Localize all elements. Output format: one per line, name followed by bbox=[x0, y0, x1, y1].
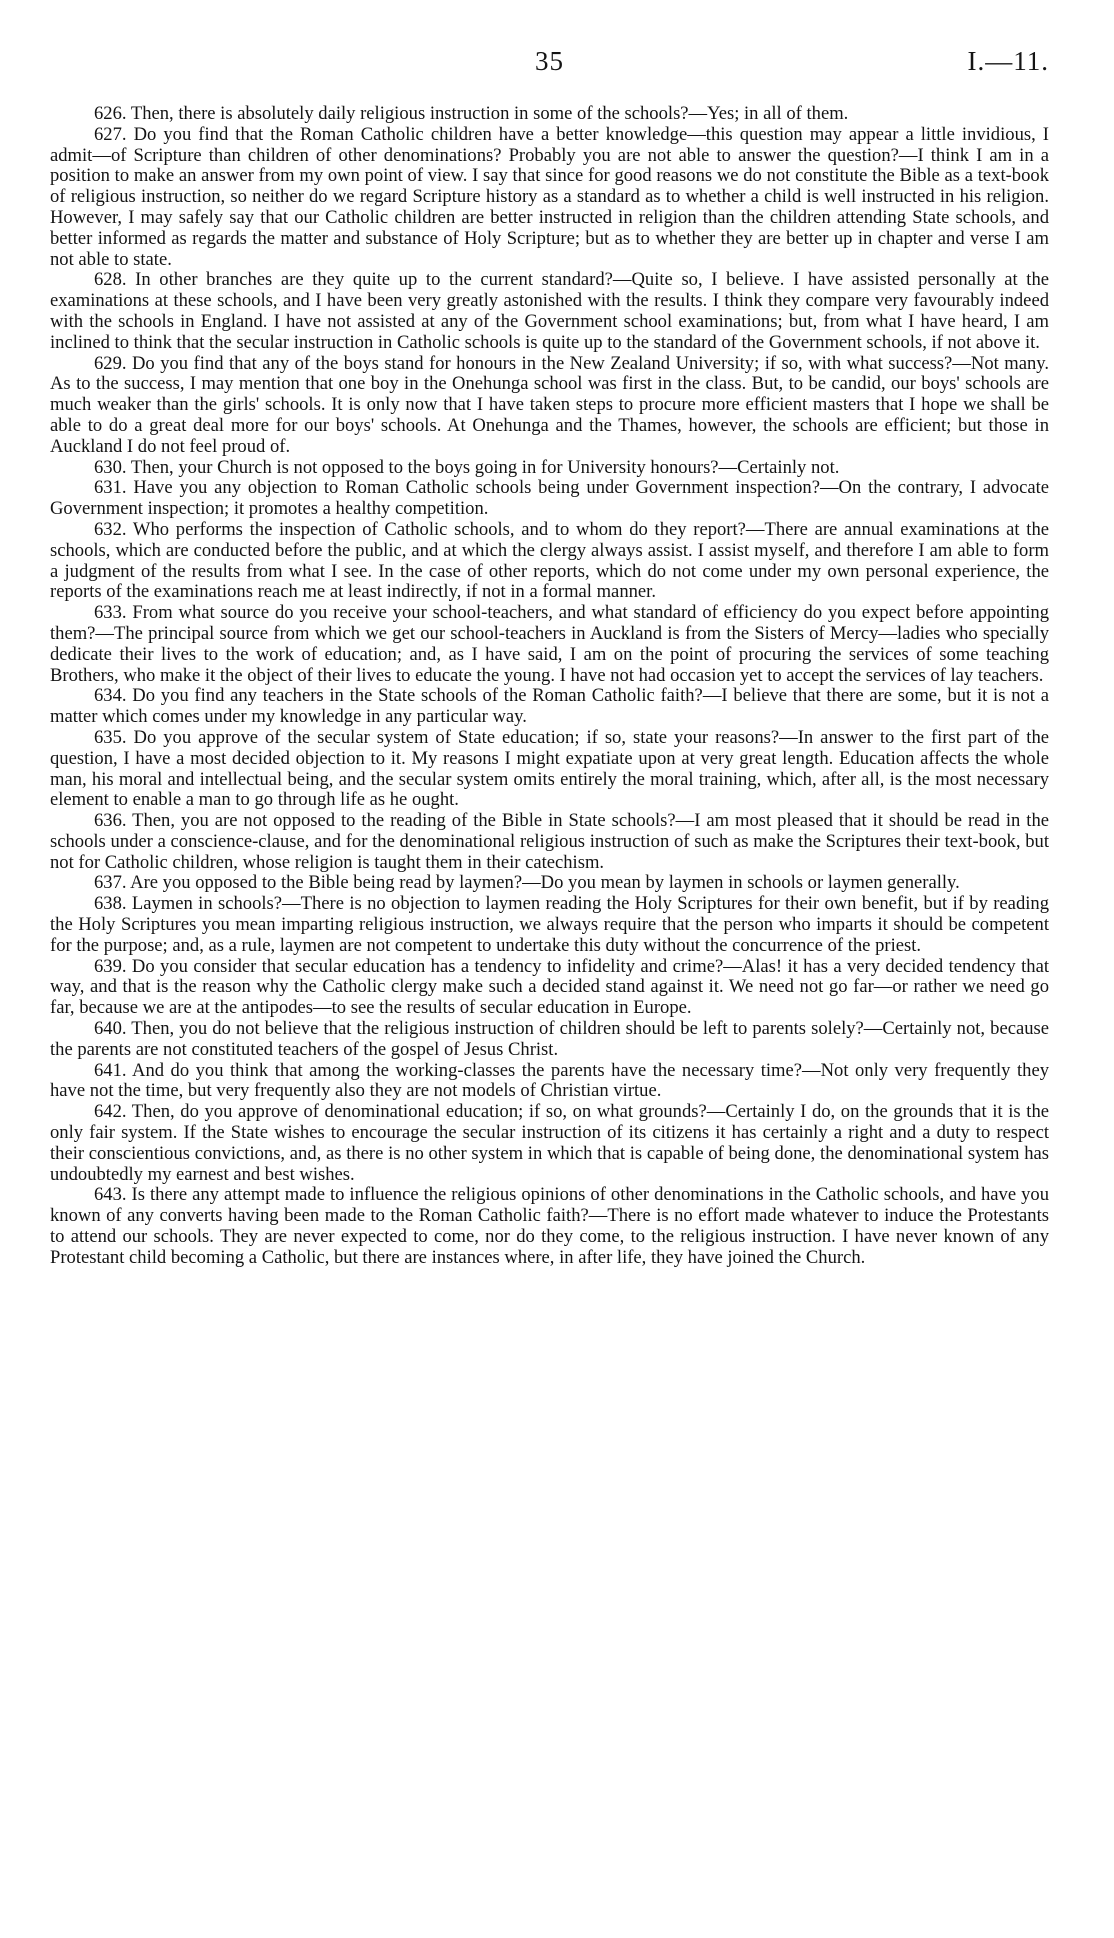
page-header bbox=[50, 46, 1049, 86]
paragraph-633: 633. From what source do you receive your school-teachers, and what standard of efficiency do you expect before appointing them?—The principal source from which we get our school-teachers in Auckland is from the Sisters of Mercy—ladies who specially dedicate their lives to the work of education; and, as I have said, I am on the point of procuring the services of some teaching Brothers, who make it the object of their lives to educate the young. I have not had occasion yet to accept the services of lay teachers. bbox=[50, 602, 1049, 686]
paragraph-632: 632. Who performs the inspection of Catholic schools, and to whom do they report?—There are annual examinations at the schools, which are conducted before the public, and at which the clergy always assist. I assist myself, and therefore I am able to form a judgment of the results from what I see. In the case of other reports, which do not come under my own personal experience, the reports of the examinations reach me at least indirectly, if not in a formal manner. bbox=[50, 518, 1049, 603]
paragraph-641: 641. And do you think that among the working-classes the parents have the necessary time?—Not only very frequently they have not the time, but very frequently also they are not models of Christian virtue. bbox=[50, 1059, 1049, 1102]
paragraph-636: 636. Then, you are not opposed to the reading of the Bible in State schools?—I am most pleased that it should be read in the schools under a conscience-clause, and for the denominational religious instruction of such as make the Scriptures their text-book, but not for Catholic children, whose religion is taught them in their catechism. bbox=[50, 810, 1049, 873]
page-number: 35 bbox=[535, 46, 564, 76]
paragraph-635: 635. Do you approve of the secular system of State education; if so, state your reasons?—In answer to the first part of the question, I have a most decided objection to it. My reasons I might expatiate upon at very great length. Education affects the whole man, his moral and intellectual being, and the secular system omits entirely the moral training, which, after all, is the most necessary element to enable a man to go through life as he ought. bbox=[50, 726, 1049, 811]
paragraph-626: 626. Then, there is absolutely daily religious instruction in some of the schools?—Yes; in all of them. bbox=[94, 103, 849, 124]
paragraph-629: 629. Do you find that any of the boys stand for honours in the New Zealand University; if so, with what success?—Not many. As to the success, I may mention that one boy in the Onehunga school was first in the class. But, to be candid, our boys' schools are much weaker than the girls' schools. It is only now that I have taken steps to procure more efficient masters that I hope we shall be able to do a great deal more for our boys' schools. At Onehunga and the Thames, however, the schools are efficient; but those in Auckland I do not feel proud of. bbox=[50, 352, 1049, 457]
paragraph-630: 630. Then, your Church is not opposed to the boys going in for University honours?—Certainly not. bbox=[94, 456, 840, 478]
paragraph-639: 639. Do you consider that secular education has a tendency to infidelity and crime?—Alas! it has a very decided tendency that way, and that is the reason why the Catholic clergy make such a decided stand against it. We need not go far—or rather we need go far, because we are at the antipodes—to see the results of secular education in Europe. bbox=[50, 955, 1049, 1019]
paragraph-643: 643. Is there any attempt made to influence the religious opinions of other denominations in the Catholic schools, and have you known of any converts having been made to the Roman Catholic faith?—There is no effort made whatever to induce the Protestants to attend our schools. They are never expected to come, nor do they come, to the religious instruction. I have never known of any Protestant child becoming a Catholic, but there are instances where, in after life, they have joined the Church. bbox=[50, 1184, 1049, 1268]
paragraph-628: 628. In other branches are they quite up to the current standard?—Quite so, I believe. I have assisted personally at the examinations at these schools, and I have been very greatly astonished with the results. I think they compare very favourably indeed with the schools in England. I have not assisted at any of the Government school examinations; but, from what I have heard, I am inclined to think that the secular instruction in Catholic schools is quite up to the standard of the Government schools, if not above it. bbox=[50, 269, 1049, 353]
paragraph-642: 642. Then, do you approve of denominational education; if so, on what grounds?—Certainly I do, on the grounds that it is the only fair system. If the State wishes to encourage the secular instruction of its citizens it has certainly a right and a duty to respect their conscientious convictions, and, as there is no other system in which that is capable of being done, the denominational system has undoubtedly my earnest and best wishes. bbox=[50, 1101, 1049, 1185]
body-text bbox=[50, 104, 1049, 1269]
paragraph-637: 637. Are you opposed to the Bible being read by laymen?—Do you mean by laymen in schools or laymen generally. bbox=[94, 872, 960, 894]
paragraph-634: 634. Do you find any teachers in the State schools of the Roman Catholic faith?—I believe that there are some, but it is not a matter which comes under my knowledge in any particular way. bbox=[50, 685, 1049, 728]
document-reference: I.—11. bbox=[967, 46, 1049, 76]
paragraph-627: 627. Do you find that the Roman Catholic children have a better knowledge—this question may appear a little invidious, I admit—of Scripture than children of other denominations? Probably you are not able to answer the question?—I think I am in a position to make an answer from my own point of view. I say that since for good reasons we do not constitute the Bible as a text-book of religious instruction, so neither do we regard Scripture history as a standard as to whether a child is well instructed in his religion. However, I may safely say that our Catholic children are better instructed in religion than the children attending State schools, and better informed as regards the matter and substance of Holy Scripture; but as to whether they are better up in chapter and verse I am not able to state. bbox=[50, 123, 1049, 270]
paragraph-640: 640. Then, you do not believe that the religious instruction of children should be left to parents solely?—Certainly not, because the parents are not constituted teachers of the gospel of Jesus Christ. bbox=[50, 1018, 1049, 1060]
paragraph-638: 638. Laymen in schools?—There is no objection to laymen reading the Holy Scriptures for their own benefit, but if by reading the Holy Scriptures you mean imparting religious instruction, we always require that the person who imparts it should be competent for the purpose; and, as a rule, laymen are not competent to undertake this duty without the concurrence of the priest. bbox=[50, 893, 1049, 956]
paragraph-631: 631. Have you any objection to Roman Catholic schools being under Government inspection?—On the contrary, I advocate Government inspection; it promotes a healthy competition. bbox=[50, 477, 1049, 520]
